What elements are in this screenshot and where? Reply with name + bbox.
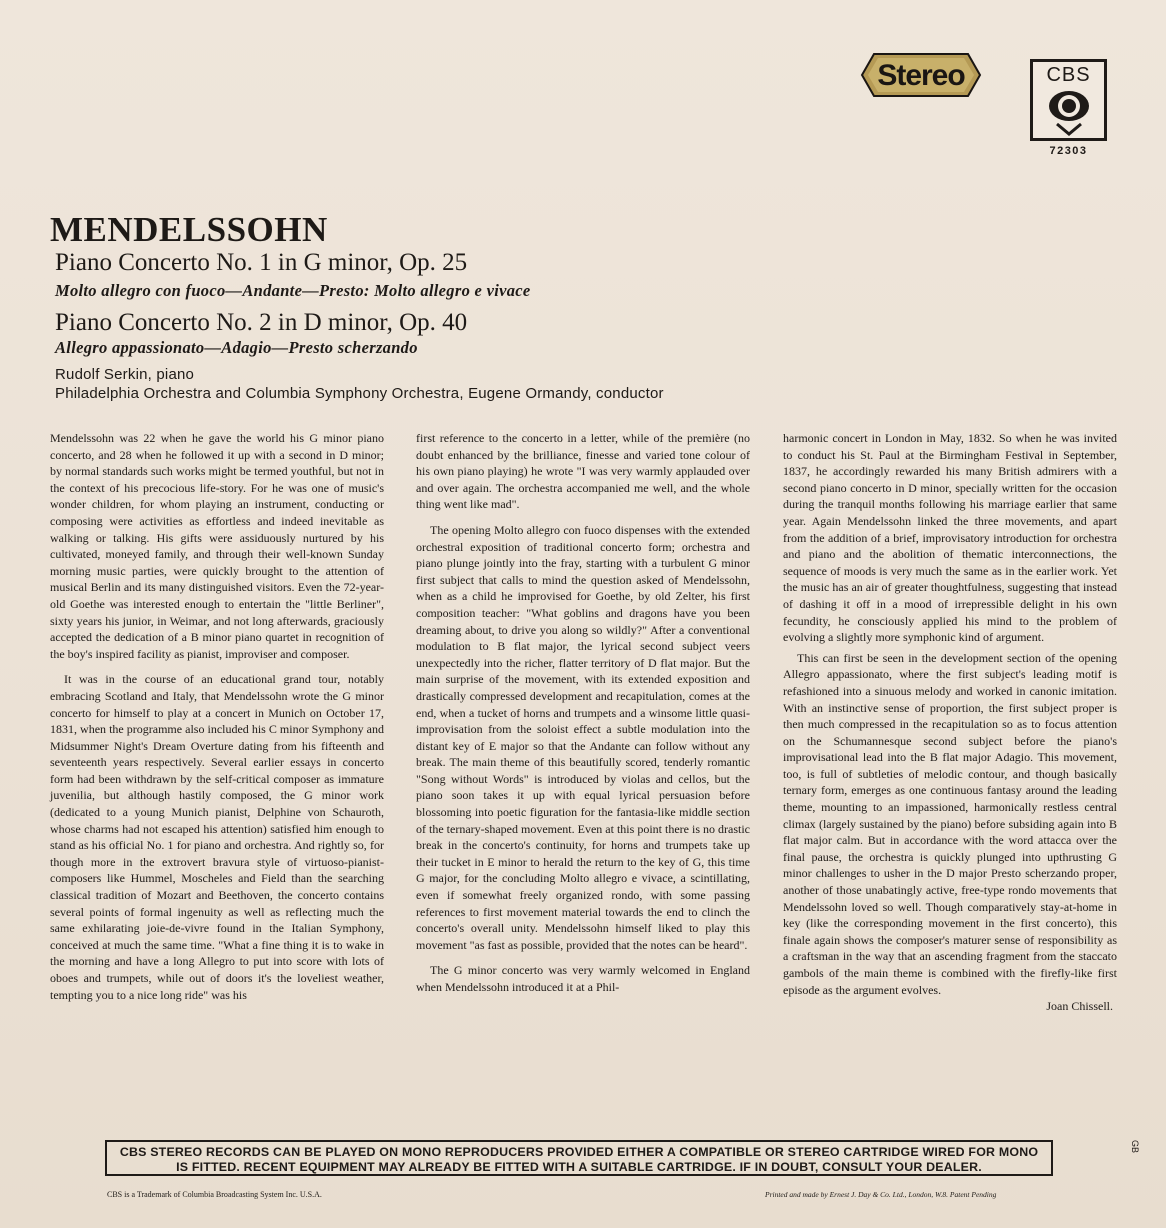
cbs-logo-text: CBS bbox=[1046, 64, 1091, 86]
notes-paragraph: This can first be seen in the development section of the opening Allegro appassionato, where the first subject's leading motif is refashioned into a sinuous melody and worked in canonic imitation. With an instinctive sense of proportion, the first subject proper is then much compressed in the recapitulation so as to focus attention on the Schumannesque second subject before the piano's improvisational lead into the B flat major Adagio. This movement, too, is full of subtleties of melodic contour, and though basically ternary form, emerges as one continuous fantasy around the leading theme, mounting to an impassioned, harmonically restless central climax (largely sustained by the piano) before subsiding again into B flat major calm. But in accordance with the word attacca over the final pause, the orchestra is quickly plunged into upthrusting G minor challenges to usher in the D major Presto scherzando proper, another of those unabatingly active, free-type rondo movements that Mendelssohn loved so well. Though comparatively stay-at-home in key (like the corresponding movement in the first concerto), this finale again shows the composer's maturer sense of responsibility as a craftsman in the way that an ascending fragment from the staccato gambols of the main theme is combined with the firefly-like first episode as the argument evolves. bbox=[783, 650, 1117, 997]
notes-column-1 bbox=[50, 430, 384, 1003]
work-movements-1: Molto allegro con fuoco—Andante—Presto: Molto allegro e vivace bbox=[55, 281, 531, 300]
cbs-logo bbox=[1030, 59, 1107, 141]
notes-paragraph: Mendelssohn was 22 when he gave the world his G minor piano concerto, and 28 when he followed it up with a second in D minor; by normal standards such works might be termed youthful, but not in the context of his precocious life-story. For he was one of music's wonder children, for whom playing an instrument, conducting or composing were activities as effortless and indeed inevitable as walking or talking. His gifts were assiduously nurtured by his cultivated, moneyed family, and through their well-known Sunday morning music parties, were quickly brought to the attention of musical Berlin and its many distinguished visitors. Even the 72-year-old Goethe was interested enough to entertain the "little Berliner", sixty years his junior, in Weimar, and not long afterwards, graciously accepted the dedication of a B minor piano quartet in recognition of the boy's inspired facility as pianist, improviser and composer. bbox=[50, 431, 384, 661]
cbs-eye-icon bbox=[1047, 88, 1091, 136]
work-title-2: Piano Concerto No. 2 in D minor, Op. 40 bbox=[55, 309, 468, 336]
notes-paragraph: The opening Molto allegro con fuoco dispenses with the extended orchestral exposition of traditional concerto form; orchestra and piano plunge jointly into the fray, starting with a turbulent G minor first subject that calls to mind the question asked of Mendelssohn, when as a child he improvised for Goethe, by old Zelter, his first composition teacher: "What goblins and dragons have you been dreaming about, to drive you along so wildly?" After a conventional modulation to B flat major, the lyrical second subject veers unexpectedly into the richer, flatter territory of D flat major. But the main surprise of the movement, with its extended exposition and drastically compressed development and recapitulation, comes at the end, when a tucket of horns and trumpets and a winsome little quasi-improvisation from the soloist effect a subtle modulation into the distant key of E major so that the Andante can follow without any break. The main theme of this beautifully scored, tenderly romantic "Song without Words" is introduced by violas and cellos, but the piano soon takes it up with equal lyrical persuasion before blossoming into poetic figuration for the fantasia-like middle section of the ternary-shaped movement. Even at this point there is no drastic break in the concerto's continuity, for horns and trumpets take up their tucket in E minor to herald the return to the key of G, this time G major, for the concluding Molto allegro e vivace, a scintillating, even if somewhat freely organized rondo, with some passing references to first movement material towards the end to clinch the concerto's overall unity. Mendelssohn himself liked to play this movement "as fast as possible, provided that the notes can be heard". bbox=[416, 522, 750, 952]
printer-credit: Printed and made by Ernest J. Day & Co. Ltd., London, W.8. Patent Pending bbox=[765, 1190, 997, 1199]
catalog-number: 72303 bbox=[1049, 145, 1088, 157]
notes-paragraph: harmonic concert in London in May, 1832. So when he was invited to conduct his St. Paul at the Birmingham Festival in September, 1837, he accordingly rewarded his many British admirers with a second piano concerto in D minor, specially written for the occasion during the tranquil months following his marriage earlier that same year. Again Mendelssohn linked the three movements, and apart from the addition of a brief, improvisatory introduction for orchestra and piano and the abolition of thematic interconnections, the sequence of moods is very much the same as in the earlier work. Yet the music has an air of greater thoughtfulness, suggesting that instead of dashing it off in a mood of irrepressible delight in his own fecundity, he consciously applied his mind to the problem of evolving a slightly more symphonic kind of argument. bbox=[783, 431, 1117, 645]
notes-paragraph: It was in the course of an educational grand tour, notably embracing Scotland and Italy, that Mendelssohn wrote the G minor concerto for himself to play at a concert in Munich on October 17, 1831, when the programme also included his C minor Symphony and Midsummer Night's Dream Overture dating from his fifteenth and seventeenth years respectively. Several earlier essays in concerto form had been withdrawn by the self-critical composer as immature juvenilia, but although hastily composed, the G minor work (dedicated to a young Munich pianist, Delphine von Schauroth, whose charms had not escaped his attention) satisfied him enough to stand as his official No. 1 for piano and orchestra. And rightly so, for though more in the extrovert bravura style of virtuoso-pianist-composers like Hummel, Moscheles and Field than the searching classical tradition of Mozart and Beethoven, the concerto contains several points of formal ingenuity as well as reflecting much the same exhilarating joie-de-vivre found in the Italian Symphony, conceived at much the same time. "What a fine thing it is to wake in the morning and have a long Allegro to put into score with lots of oboes and trumpets, while out of doors it's the loveliest weather, tempting you to a nice long ride" was his bbox=[50, 672, 384, 1002]
work-movements-2: Allegro appassionato—Adagio—Presto scherzando bbox=[55, 338, 418, 357]
notes-column-3 bbox=[783, 430, 1117, 1015]
orchestra-credit: Philadelphia Orchestra and Columbia Symphony Orchestra, Eugene Ormandy, conductor bbox=[55, 385, 664, 402]
trademark-line: CBS is a Trademark of Columbia Broadcasting System Inc. U.S.A. bbox=[107, 1190, 322, 1199]
country-code: GB bbox=[1130, 1140, 1140, 1154]
notes-paragraph: first reference to the concerto in a letter, while of the première (no doubt enhanced by the brilliance, finesse and varied tone colour of his own piano playing) he wrote "I was very warmly applauded over and over again. The orchestra accompanied me well, and the whole thing went like mad". bbox=[416, 431, 750, 512]
soloist-credit: Rudolf Serkin, piano bbox=[55, 366, 195, 383]
playback-notice: CBS STEREO RECORDS CAN BE PLAYED ON MONO REPRODUCERS PROVIDED EITHER A COMPATIBLE OR STEREO CARTRIDGE WIRED FOR MONO IS FITTED. RECENT EQUIPMENT MAY ALREADY BE FITTED WITH A SUITABLE CARTRIDGE. IF IN DOUBT, CONSULT YOUR DEALER. bbox=[105, 1140, 1053, 1176]
stereo-badge bbox=[860, 52, 982, 98]
notes-author: Joan Chissell. bbox=[1046, 999, 1113, 1014]
composer-title: MENDELSSOHN bbox=[50, 210, 328, 249]
work-title-1: Piano Concerto No. 1 in G minor, Op. 25 bbox=[55, 249, 468, 276]
notes-column-2 bbox=[416, 430, 750, 996]
stereo-label: Stereo bbox=[877, 59, 965, 92]
notes-paragraph: The G minor concerto was very warmly welcomed in England when Mendelssohn introduced it at a Phil- bbox=[416, 963, 750, 994]
